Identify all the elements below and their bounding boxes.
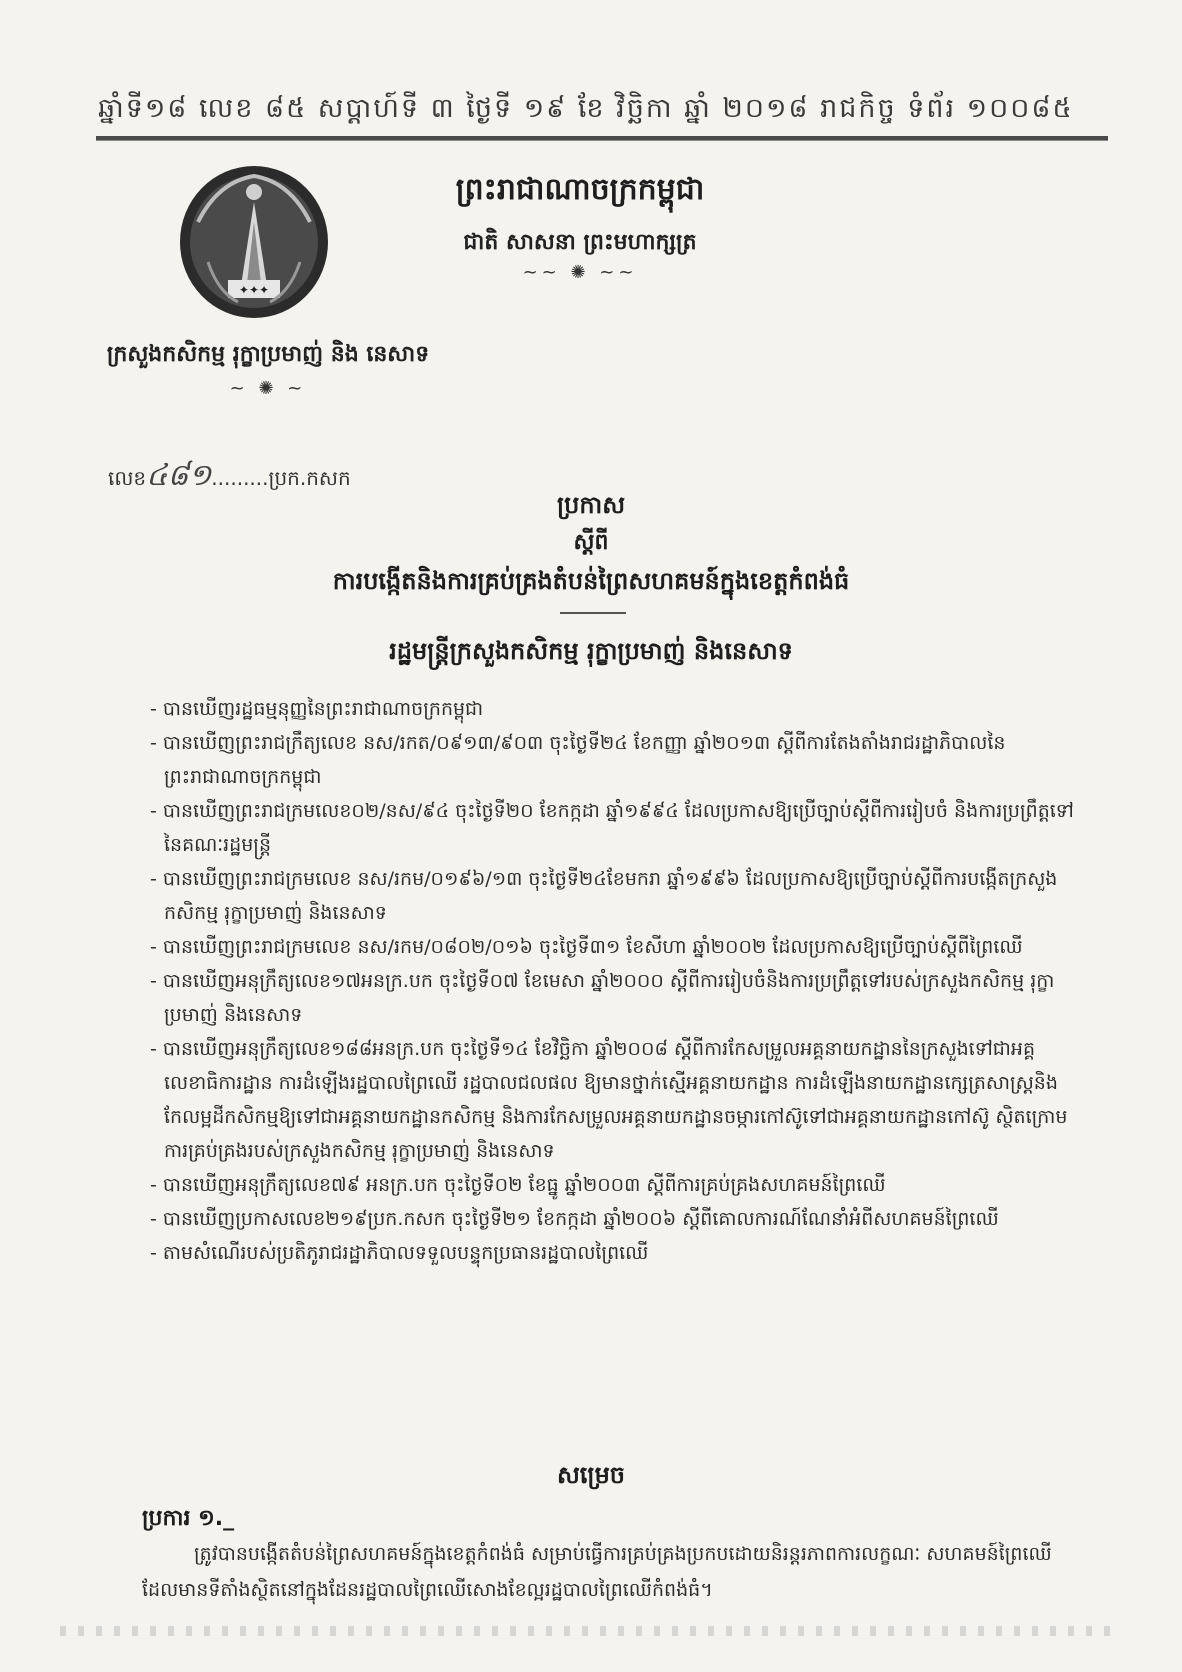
article-1-heading: ប្រការ ១._ <box>142 1506 235 1531</box>
cambodia-ministry-emblem-icon <box>178 162 330 324</box>
considerations-list <box>150 692 1080 1270</box>
consideration-item: - បានឃើញព្រះរាជក្រមលេខ នស/រកម/០១៩៦/១៣ ចុះថ្ងៃទី២៤ខែមករា ឆ្នាំ១៩៩៦ ដែលប្រកាសឱ្យប្រើច្បាប់ស្តីពីការបង្កើតក្រសួងកសិកម្ម រុក្ខាប្រមាញ់ និងនេសាទ <box>150 868 1058 924</box>
consideration-item: - បានឃើញព្រះរាជក្រឹត្យលេខ នស/រកត/០៩១៣/៩០៣ ចុះថ្ងៃទី២៤ ខែកញ្ញា ឆ្នាំ២០១៣ ស្តីពីការតែងតាំងរាជរដ្ឋាភិបាលនៃព្រះរាជាណាចក្រកម្ពុជា <box>150 732 1006 788</box>
scan-artifact <box>60 1626 1120 1636</box>
decision-heading: សម្រេច <box>556 1461 626 1489</box>
consideration-item: - បានឃើញប្រកាសលេខ២១៩ប្រក.កសក ចុះថ្ងៃទី២១ ខែកក្កដា ឆ្នាំ២០០៦ ស្តីពីគោលការណ៍ណែនាំអំពីសហគមន៍ព្រៃឈើ <box>150 1208 999 1230</box>
consideration-item: - បានឃើញអនុក្រឹត្យលេខ១៨៨អនក្រ.បក ចុះថ្ងៃទី១៤ ខែវិច្ឆិកា ឆ្នាំ២០០៨ ស្តីពីការកែសម្រួលអគ្គនាយកដ្ឋាននៃក្រសួងទៅជាអគ្គលេខាធិការដ្ឋាន ការដំឡើងរដ្ឋបាលព្រៃឈើ រដ្ឋបាលជលផល ឱ្យមានថ្នាក់ស្មើអគ្គនាយកដ្ឋាន ការដំឡើងនាយកដ្ឋានក្សេត្រសាស្ត្រនិងកែលម្អដីកសិកម្មឱ្យទៅជាអគ្គនាយកដ្ឋានកសិកម្ម និងការកែសម្រួលអគ្គនាយកដ្ឋានចម្ការកៅស៊ូទៅជាអគ្គនាយកដ្ឋានកៅស៊ូ ស្ថិតក្រោមការគ្រប់គ្រងរបស់ក្រសួងកសិកម្ម រុក្ខាប្រមាញ់ និងនេសាទ <box>150 1038 1068 1162</box>
consideration-item: - តាមសំណើរបស់ប្រតិភូរាជរដ្ឋាភិបាលទទួលបន្ទុកប្រធានរដ្ឋបាលព្រៃឈើ <box>150 1242 649 1264</box>
article-1-body: ត្រូវបានបង្កើតតំបន់ព្រៃសហគមន៍ក្នុងខេត្តកំពង់ធំ សម្រាប់ធ្វើការគ្រប់គ្រងប្រកបដោយនិរន្តរភាពការលក្ខណៈ សហគមន៍ព្រៃឈើ ដែលមានទីតាំងស្ថិតនៅក្នុងដែនរដ្ឋបាលព្រៃឈើសោងខែល្អរដ្ឋបាលព្រៃឈើកំពង់ធំ។ <box>142 1543 1052 1601</box>
national-motto: ជាតិ សាសនា ព្រះមហាក្សត្រ <box>463 230 697 255</box>
ministry-ornament: ~ ✺ ~ <box>229 378 307 399</box>
kingdom-title: ព្រះរាជាណាចក្រកម្ពុជា <box>455 172 705 207</box>
reference-suffix: .........ប្រក.កសក <box>211 466 351 490</box>
minister-title: រដ្ឋមន្ត្រីក្រសួងកសិកម្ម រុក្ខាប្រមាញ់ និងនេសាទ <box>389 637 793 665</box>
consideration-item: - បានឃើញអនុក្រឹត្យលេខ៧៩ អនក្រ.បក ចុះថ្ងៃទី០២ ខែធ្នូ ឆ្នាំ២០០៣ ស្តីពីការគ្រប់គ្រងសហគមន៍ព្រៃឈើ <box>150 1174 886 1196</box>
svg-text:✦✦✦: ✦✦✦ <box>238 283 270 297</box>
reference-prefix: លេខ <box>108 466 147 490</box>
consideration-item: - បានឃើញព្រះរាជក្រមលេខ នស/រកម/០៨០២/០១៦ ចុះថ្ងៃទី៣១ ខែសីហា ឆ្នាំ២០០២ ដែលប្រកាសឱ្យប្រើច្បាប់ស្តីពីព្រៃឈើ <box>150 936 1023 958</box>
consideration-item: - បានឃើញព្រះរាជក្រមលេខ០២/នស/៩៤ ចុះថ្ងៃទី២០ ខែកក្កដា ឆ្នាំ១៩៩៤ ដែលប្រកាសឱ្យប្រើច្បាប់ស្តីពីការរៀបចំ និងការប្រព្រឹត្តទៅនៃគណៈរដ្ឋមន្ត្រី <box>150 800 1074 856</box>
consideration-item: - បានឃើញរដ្ឋធម្មនុញ្ញនៃព្រះរាជាណាចក្រកម្ពុជា <box>150 698 484 720</box>
ministry-name: ក្រសួងកសិកម្ម រុក្ខាប្រមាញ់ និង នេសាទ <box>106 342 430 367</box>
gazette-header: ឆ្នាំទី១៨ លេខ ៨៥ សប្តាហ៍ទី ៣ ថ្ងៃទី ១៩ ខែ វិច្ឆិកា ឆ្នាំ ២០១៨ រាជកិច្ច ទំព័រ ១០០៨៥ <box>98 93 1074 124</box>
kingdom-ornament: ~~ ✺ ~~ <box>522 262 638 283</box>
reference-number: ៤៨១ <box>146 458 212 493</box>
title-divider <box>560 612 626 614</box>
document-subject: ការបង្កើតនិងការគ្រប់គ្រងតំបន់ព្រៃសហគមន៍ក្នុងខេត្តកំពង់ធំ <box>332 567 850 595</box>
consideration-item: - បានឃើញអនុក្រឹត្យលេខ១៧អនក្រ.បក ចុះថ្ងៃទី០៧ ខែមេសា ឆ្នាំ២០០០ ស្តីពីការរៀបចំនិងការប្រព្រឹត្តទៅរបស់ក្រសួងកសិកម្ម រុក្ខាប្រមាញ់ និងនេសាទ <box>150 970 1055 1026</box>
subject-label: ស្តីពី <box>573 530 609 555</box>
document-type: ប្រកាស <box>556 491 626 519</box>
header-rule <box>96 136 1108 141</box>
